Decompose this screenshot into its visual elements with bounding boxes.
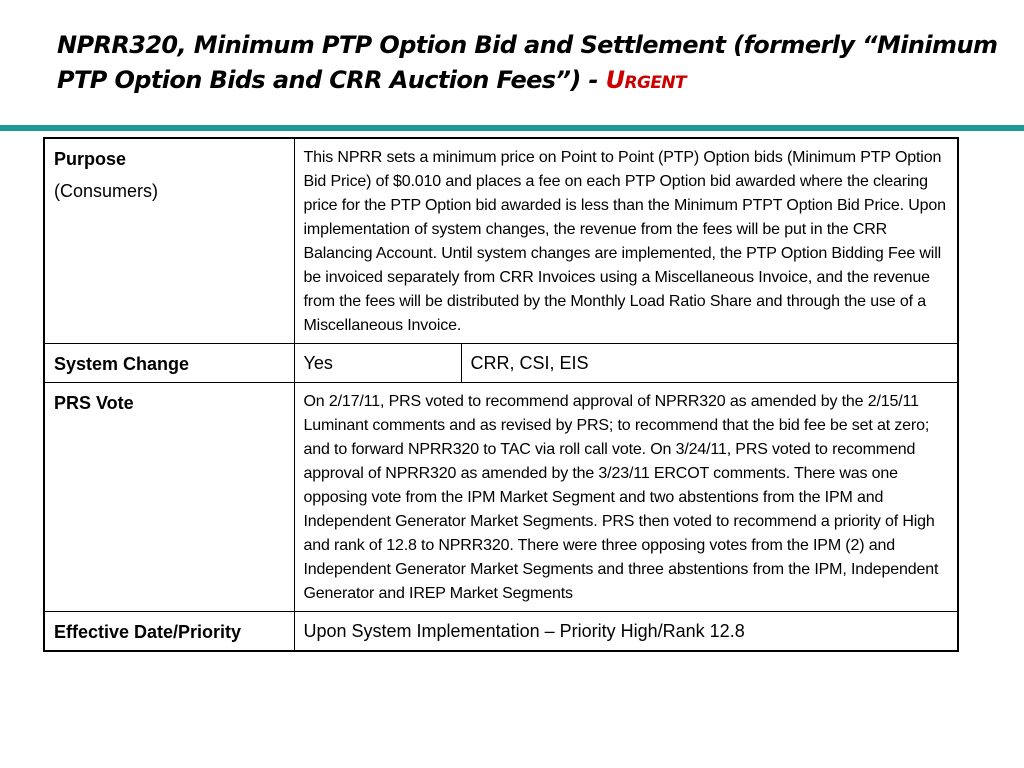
slide-title-main: NPRR320, Minimum PTP Option Bid and Settlement (formerly “Minimum PTP Option Bids and CRR Auction Fees”) - (57, 31, 998, 94)
system-change-label-cell (44, 344, 294, 383)
urgent-label: Urgent (605, 66, 686, 94)
effective-label-cell (44, 612, 294, 652)
purpose-label-cell (44, 138, 294, 344)
slide-title (57, 28, 1017, 98)
effective-label: Effective Date/Priority (54, 622, 242, 642)
purpose-label: Purpose (54, 149, 127, 169)
title-divider (0, 125, 1024, 131)
system-change-systems: CRR, CSI, EIS (461, 344, 958, 383)
prs-vote-text: On 2/17/11, PRS voted to recommend approval of NPRR320 as amended by the 2/15/11 Luminant comments and as revised by PRS; to recommend that the bid fee be set at zero; and to forward NPRR320 to TAC via roll call vote. On 3/24/11, PRS voted to recommend approval of NPRR320 as amended by the 3/23/11 ERCOT comments. There was one opposing vote from the IPM Market Segment and two abstentions from the IPM and Independent Generator Market Segments. PRS then voted to recommend a priority of High and rank of 12.8 to NPRR320. There were three opposing votes from the IPM (2) and Independent Generator Market Segments and three abstentions from the IPM, Independent Generator and IREP Market Segments (294, 383, 958, 612)
effective-text: Upon System Implementation – Priority High/Rank 12.8 (294, 612, 958, 652)
prs-vote-label: PRS Vote (54, 393, 134, 413)
nprr-summary-table (43, 137, 959, 652)
system-change-label: System Change (54, 354, 190, 374)
purpose-sublabel: (Consumers) (54, 181, 159, 201)
table-row-purpose (44, 138, 958, 344)
purpose-text: This NPRR sets a minimum price on Point to Point (PTP) Option bids (Minimum PTP Option Bid Price) of $0.010 and places a fee on each PTP Option bid awarded where the clearing price for the PTP Option bid awarded is less than the Minimum PTPT Option Bid Price. Upon implementation of system changes, the revenue from the fees will be put in the CRR Balancing Account. Until system changes are implemented, the PTP Option Bidding Fee will be invoiced separately from CRR Invoices using a Miscellaneous Invoice, and the revenue from the fees will be distributed by the Monthly Load Ratio Share and through the use of a Miscellaneous Invoice. (294, 138, 958, 344)
table-row-system-change (44, 344, 958, 383)
table-row-effective (44, 612, 958, 652)
system-change-value: Yes (294, 344, 461, 383)
table-row-prs-vote (44, 383, 958, 612)
prs-vote-label-cell (44, 383, 294, 612)
